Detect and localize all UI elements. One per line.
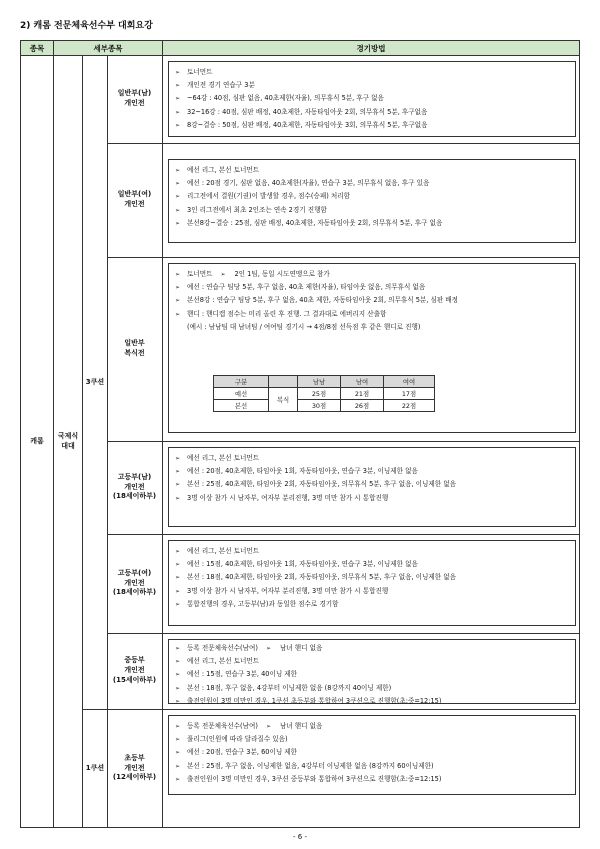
list-item: ➢ 본선 : 18점, 후구 없음, 4강부터 이닝제한 없음 (8강까지 40이닝 제한) xyxy=(175,682,575,695)
table-cell: 25점 xyxy=(298,388,341,400)
list-item: ➢ 등록 전문체육선수(남여) ➢ 남녀 핸디 없음 xyxy=(175,642,575,655)
header-subevent: 세부종목 xyxy=(53,40,163,56)
list-item: ➢ 예선 리그, 본선 토너먼트 xyxy=(175,655,575,668)
list-item: ➢ 풀리그(인원에 따라 달라질수 있음) xyxy=(175,733,575,746)
table-header xyxy=(269,376,298,388)
list-item: ➢ 등록 전문체육선수(남여) ➢ 남녀 핸디 없음 xyxy=(175,720,575,733)
list-item: ➢ 3인 리그전에서 최초 2인조는 연속 2경기 진행함 xyxy=(175,204,575,217)
arrow-icon: ➢ xyxy=(175,762,181,770)
arrow-icon: ➢ xyxy=(175,587,181,595)
list-item: ➢ 리그전에서 결원(기권)이 발생할 경우, 점수(승패) 처리함 xyxy=(175,190,575,203)
section-box xyxy=(168,263,576,433)
arrow-icon: ➢ xyxy=(175,167,181,174)
arrow-icon: ➢ xyxy=(175,481,181,489)
arrow-icon: ➢ xyxy=(175,749,181,757)
arrow-icon: ➢ xyxy=(175,206,181,214)
arrow-icon: ➢ xyxy=(220,271,226,278)
category-cell: 국제식 대대 xyxy=(53,55,83,828)
table-header: 구분 xyxy=(214,376,269,388)
arrow-icon: ➢ xyxy=(175,108,181,116)
header-method: 경기방법 xyxy=(162,40,580,56)
arrow-icon: ➢ xyxy=(265,723,271,730)
arrow-icon: ➢ xyxy=(175,219,181,227)
list-item: ➢ 예선 리그, 본선 토너먼트 xyxy=(175,545,575,558)
list-item: ➢ 핸디 : 핸디캡 점수는 미리 올린 후 진행. 그 결과대로 에버리지 산출함 xyxy=(175,308,575,321)
section-name: 일반부 복식전 xyxy=(107,257,162,442)
table-cell: 17점 xyxy=(384,388,435,400)
section-name: 중등부 개인전 (15세이하부) xyxy=(107,633,162,710)
arrow-icon: ➢ xyxy=(175,645,181,652)
list-item: ➢ 토너먼트 ➢ 2인 1팀, 동일 시도연맹으로 참가 xyxy=(175,268,575,281)
cushion1-cell: 1쿠션 xyxy=(82,709,108,828)
arrow-icon: ➢ xyxy=(175,684,181,692)
list-item: ➢ 8강~결승 : 50점, 심판 배정, 40초제한, 자동타임아웃 3회, 의무휴식 5분, 후구없음 xyxy=(175,119,575,132)
divider xyxy=(162,633,580,634)
arrow-icon: ➢ xyxy=(175,600,181,608)
handicap-table xyxy=(213,375,435,412)
arrow-icon: ➢ xyxy=(175,723,181,730)
arrow-icon: ➢ xyxy=(175,284,181,292)
list-item: ➢ 본선 : 25점, 후구 없음, 이닝제한 없음, 4강부터 이닝제한 없음 (8강까지 60이닝제한) xyxy=(175,760,575,773)
arrow-icon: ➢ xyxy=(175,561,181,569)
list-item: ➢ 출전인원이 3명 미만인 경우, 1쿠션 초등부와 통합하여 3쿠션으로 진행함(초:중=12:15) xyxy=(175,695,575,708)
list-item: ➢ 예선 : 20점, 연습구 3분, 60이닝 제한 xyxy=(175,746,575,759)
section-box xyxy=(168,540,576,626)
section-box xyxy=(168,61,576,137)
list-item: ➢ 예선 : 15점, 연습구 3분, 40이닝 제한 xyxy=(175,668,575,681)
section-name: 일반부(남) 개인전 xyxy=(107,55,162,144)
arrow-icon: ➢ xyxy=(175,775,181,783)
table-cell: 예선 xyxy=(214,388,269,400)
list-item: ➢ 예선 : 연습구 팀당 5분, 후구 없음, 40초 제한(자율), 타임아웃 없음, 의무휴식 없음 xyxy=(175,281,575,294)
page-title: 2) 캐롬 전문체육선수부 대회요강 xyxy=(20,21,153,31)
event-cell: 캐롬 xyxy=(20,55,54,828)
divider xyxy=(162,534,580,535)
list-item: ➢ 본선 : 18점, 40초제한, 타임아웃 2회, 자동타임아웃, 의무휴식 5분, 후구 없음, 이닝제한 없음 xyxy=(175,571,575,584)
list-item: ➢ 예선 : 20점, 40초제한, 타임아웃 1회, 자동타임아웃, 연습구 3분, 이닝제한 없음 xyxy=(175,465,575,478)
list-item: ➢ ~64강 : 40점, 심판 없음, 40초제한(자율), 의무휴식 5분, 후구 없음 xyxy=(175,92,575,105)
arrow-icon: ➢ xyxy=(175,121,181,129)
list-item: ➢ 예선 리그, 본선 토너먼트 xyxy=(175,164,575,177)
arrow-icon: ➢ xyxy=(175,455,181,462)
arrow-icon: ➢ xyxy=(175,658,181,666)
section-name: 일반부(여) 개인전 xyxy=(107,143,162,258)
table-header: 여여 xyxy=(384,376,435,388)
arrow-icon: ➢ xyxy=(175,95,181,103)
divider xyxy=(162,143,580,144)
list-item: ➢ 토너먼트 xyxy=(175,66,575,79)
table-cell: 30점 xyxy=(298,400,341,412)
section-box xyxy=(168,159,576,243)
table-cell: 26점 xyxy=(341,400,384,412)
list-item: ➢ 개인전 경기 연습구 3분 xyxy=(175,79,575,92)
section-box xyxy=(168,715,576,795)
arrow-icon: ➢ xyxy=(175,494,181,502)
arrow-icon: ➢ xyxy=(175,297,181,305)
arrow-icon: ➢ xyxy=(175,193,181,201)
arrow-icon: ➢ xyxy=(175,697,181,705)
section-name: 고등부(남) 개인전 (18세이하부) xyxy=(107,441,162,535)
table-header: 남남 xyxy=(298,376,341,388)
table-cell: 본선 xyxy=(214,400,269,412)
list-item: ➢ 통합진행의 경우, 고등부(남)과 동일한 점수로 경기함 xyxy=(175,598,575,611)
arrow-icon: ➢ xyxy=(175,736,181,744)
arrow-icon: ➢ xyxy=(175,548,181,555)
arrow-icon: ➢ xyxy=(175,468,181,476)
list-item: ➢ 출전인원이 3명 미만인 경우, 3쿠션 중등부와 통합하여 3쿠션으로 진행함(초:중=12:15) xyxy=(175,773,575,786)
page-number: - 6 - xyxy=(293,833,307,841)
rules-table xyxy=(20,40,580,828)
table-header: 남여 xyxy=(341,376,384,388)
arrow-icon: ➢ xyxy=(175,69,181,76)
header-event: 종목 xyxy=(20,40,54,56)
divider xyxy=(162,257,580,258)
arrow-icon: ➢ xyxy=(175,82,181,90)
list-item: ➢ 예선 리그, 본선 토너먼트 xyxy=(175,452,575,465)
list-item: ➢ 예선 : 15점, 40초제한, 타임아웃 1회, 자동타임아웃, 연습구 3분, 이닝제한 없음 xyxy=(175,558,575,571)
arrow-icon: ➢ xyxy=(175,671,181,679)
arrow-icon: ➢ xyxy=(175,574,181,582)
example-note: (예시 : 남남팀 대 남녀팀 / 여여팀 경기시 → 4점/8점 선득점 후 같은 핸디로 진행) xyxy=(187,322,421,331)
table-cell: 복식 xyxy=(269,388,298,412)
divider xyxy=(162,709,580,710)
list-item: ➢ 본선8강~결승 : 25점, 심판 배정, 40초제한, 자동타임아웃 2회, 의무휴식 5분, 후구 없음 xyxy=(175,217,575,230)
arrow-icon: ➢ xyxy=(175,271,181,278)
arrow-icon: ➢ xyxy=(265,645,271,652)
list-item: ➢ 32~16강 : 40점, 심판 배정, 40초제한, 자동타임아웃 2회, 의무휴식 5분, 후구없음 xyxy=(175,106,575,119)
divider xyxy=(162,441,580,442)
cushion3-cell: 3쿠션 xyxy=(82,55,108,710)
arrow-icon: ➢ xyxy=(175,310,181,318)
list-item: ➢ 3명 이상 참가 시 남자부, 여자부 분리진행, 3명 미만 참가 시 통합진행 xyxy=(175,585,575,598)
section-name: 초등부 개인전 (12세이하부) xyxy=(112,753,157,782)
table-cell: 22점 xyxy=(384,400,435,412)
section-box xyxy=(168,639,576,704)
arrow-icon: ➢ xyxy=(175,180,181,188)
section-box xyxy=(168,447,576,527)
list-item: ➢ 본선 : 25점, 40초제한, 타임아웃 2회, 자동타임아웃, 의무휴식 5분, 후구 없음, 이닝제한 없음 xyxy=(175,478,575,491)
section-name: 고등부(여) 개인전 (18세이하부) xyxy=(107,534,162,634)
table-cell: 21점 xyxy=(341,388,384,400)
list-item: ➢ 3명 이상 참가 시 남자부, 여자부 분리진행, 3명 미만 참가 시 통합진행 xyxy=(175,492,575,505)
list-item: ➢ 본선8강 : 연습구 팀당 5분, 후구 없음, 40초 제한, 자동타임아웃 2회, 의무휴식 5분, 심판 배정 xyxy=(175,294,575,307)
list-item: ➢ 예선 : 20점 경기, 심판 없음, 40초제한(자율), 연습구 3분, 의무휴식 없음, 후구 있음 xyxy=(175,177,575,190)
